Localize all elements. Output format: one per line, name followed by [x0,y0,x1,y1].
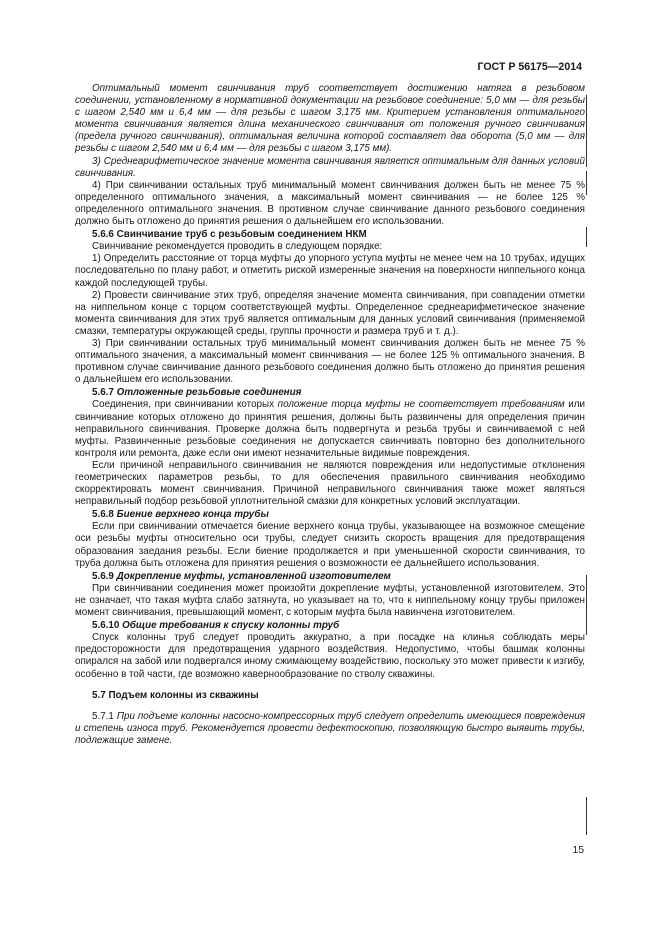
document-standard-number: ГОСТ Р 56175—2014 [477,61,582,73]
paragraph-item-3: 3) Среднеарифметическое значение момента свинчивания является оптимальным для данных условий свинчивания. [75,155,585,179]
paragraph-coupling-tightening: При свинчивании соединения может произойти докрепление муфты, установленной изготовителем. Это не означает, что такая муфта слабо затянута, но указывает на то, что к ниппельному концу трубы приложен момент свинчивания, превышающий момент, с которым муфта была навинчена изготовителем. [75,582,585,619]
change-bar [586,171,587,195]
paragraph-item-4: 4) При свинчивании остальных труб минимальный момент свинчивания должен быть не менее 75 % определенного оптимального значения, а максимальный момент свинчивания — не более 125 % определенного оптимального значения. В противном случае свинчивание данного резьбового соединения должно быть отложено до принятия решения о дальнейшем его использовании. [75,179,585,228]
section-heading-5-6-8: 5.6.8 Биение верхнего конца трубы [92,509,269,521]
change-bar [586,227,587,247]
paragraph-5-7-1: 5.7.1 При подъеме колонны насосно-компрессорных труб следует определить имеющиеся повреждения и степень износа труб. Рекомендуется провести дефектоскопию, позволяющую быстро выявить трубы, подлежащие замене. [75,710,585,746]
page-number: 15 [572,845,584,856]
section-heading-5-7: 5.7 Подъем колонны из скважины [92,689,259,701]
paragraph-nkm-intro: Свинчивание рекомендуется проводить в следующем порядке: [92,241,383,253]
paragraph-running-string: Спуск колонны труб следует проводить аккуратно, а при посадке на клинья соблюдать меры предосторожности для предотвращения ударного воздействия. Недопустимо, чтобы башмак колонны опирался на забой или подвергался иному сжимающему воздействию, поскольку это может привести к изгибу, особенно в той части, где возможно кавернообразование по стволу скважины. [75,632,585,680]
section-heading-5-6-9: 5.6.9 Докрепление муфты, установленной изготовителем [92,570,391,582]
paragraph-nkm-step-3: 3) При свинчивании остальных труб минимальный момент свинчивания должен быть не менее 75 % оптимального значения, а максимальный момент свинчивания — не более 125 % оптимального значения. В противном случае свинчивание данного резьбового соединения должно быть отложено до принятия решения о дальнейшем его использовании. [75,337,585,386]
paragraph-nkm-step-1: 1) Определить расстояние от торца муфты до упорного уступа муфты не менее чем на 10 трубах, идущих последовательно по плану работ, и отметить риской измеренные значения на поверхности ниппельного конца каждой последующей трубы. [75,253,585,289]
paragraph-optimal-torque: Оптимальный момент свинчивания труб соответствует достижению натяга в резьбовом соединении, установленному в нормативной документации на резьбовое соединение: 5,0 мм — для резьбы с шагом 2,540 мм и 6,4 мм — для резьбы с шагом 3,175 мм. Критерием установления оптимального момента свинчивания является длина механического свинчивания от положения ручного свинчивания (предела ручного свинчивания), оптимальная величина которой составляет два оборота (5,0 мм — для резьбы с шагом 2,540 мм и 6,4 мм — для резьбы с шагом 3,175 мм). [75,83,585,155]
section-heading-5-6-7: 5.6.7 Отложенные резьбовые соединения [92,387,302,399]
page-body [75,83,585,747]
change-bar [586,95,587,167]
paragraph-deferred-connections: Соединения, при свинчивании которых положение торца муфты не соответствует требованиям или свинчивание которых отложено до принятия решения, должны быть развинчены для определения причин неправильного свинчивания. Проверке должна быть подвергнута и резьба трубы и свинчиваемой с ней муфты. Развинченные резьбовые соединения не допускается свинчивать повторно без дополнительного контроля или ремонта, даже если они имеют незначительные видимые повреждения. [75,399,586,459]
change-bar [586,575,587,635]
section-heading-5-6-10: 5.6.10 Общие требования к спуску колонны труб [92,620,340,632]
paragraph-wrong-makeup-cause: Если причиной неправильного свинчивания не являются повреждения или недопустимые отклонения геометрических параметров резьбы, то для обеспечения правильного свинчивания необходимо скорректировать момент свинчивания. Причиной неправильного свинчивания также может являться неправильный подбор резьбовой уплотнительной смазки для конкретных условий эксплуатации. [75,459,585,508]
paragraph-nkm-step-2: 2) Провести свинчивание этих труб, определяя значение момента свинчивания, при совпадении отметки на ниппельном конце с торцом соответствующей муфты. Определенное среднеарифметическое значение момента свинчивания для этих труб является оптимальным для данных условий свинчивания (применяемой смазки, температуры окружающей среды, группы прочности и размера труб и т. д.). [75,289,585,337]
section-heading-5-6-6: 5.6.6 Свинчивание труб с резьбовым соединением НКМ [92,229,367,241]
change-bar [586,797,587,835]
paragraph-pipe-wobble: Если при свинчивании отмечается биение верхнего конца трубы, указывающее на возможное смещение оси резьбы муфты относительно оси трубы, следует снизить скорость вращения для предотвращения образования заедания резьбы. Если биение продолжается и при уменьшенной скорости свинчивания, то труба должна быть отложена для принятия решения о возможности ее дальнейшего использования. [75,521,585,569]
